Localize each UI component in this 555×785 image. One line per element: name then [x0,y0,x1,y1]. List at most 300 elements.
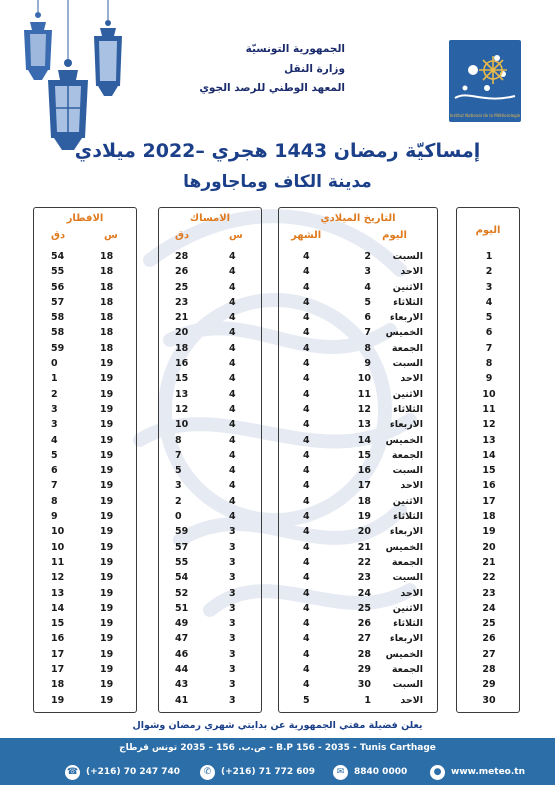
day-of-month: 5 [364,296,371,308]
table-row [457,694,519,709]
table-row [279,602,437,617]
day-of-month: 12 [357,403,371,415]
weekday: الخميس [385,434,423,446]
table-row [279,663,437,678]
imsak-hour: 4 [229,403,236,415]
imsak-hour-header: س [229,230,243,241]
iftar-hour: 19 [100,526,114,538]
ramadan-day: 20 [482,541,496,553]
iftar-minute: 55 [51,266,65,278]
imsak-minute: 47 [175,633,189,645]
table-row [279,434,437,449]
ramadan-day: 14 [482,449,496,461]
iftar-hour: 19 [100,556,114,568]
table-row [457,663,519,678]
imsak-hour: 4 [229,388,236,400]
table-row [457,311,519,326]
iftar-minute: 17 [51,664,65,676]
weekday: الاحد [400,694,423,706]
ramadan-day: 25 [482,618,496,630]
ramadan-day: 29 [482,679,496,691]
table-row [159,571,261,586]
iftar-minute: 4 [51,434,58,446]
page-subtitle: مدينة الكاف وماجاورها [183,172,372,192]
table-row [34,617,136,632]
imsak-minute: 23 [175,296,189,308]
iftar-minute: 5 [51,449,58,461]
iftar-minute: 56 [51,281,65,293]
gregorian-header: التاريخ الميلادي [320,213,396,224]
day-rows [457,250,519,709]
table-row [279,479,437,494]
ramadan-day: 13 [482,434,496,446]
iftar-hour: 19 [100,403,114,415]
day-of-month: 4 [364,281,371,293]
month-number: 4 [303,679,310,691]
table-row [159,434,261,449]
day-of-month: 27 [357,633,371,645]
imsak-hour: 4 [229,465,236,477]
table-row [457,525,519,540]
table-row [159,265,261,280]
iftar-minute: 1 [51,373,58,385]
ramadan-day: 11 [482,403,496,415]
iftar-hour: 19 [100,373,114,385]
table-row [279,281,437,296]
iftar-minute: 0 [51,358,58,370]
imsak-minute: 49 [175,618,189,630]
ramadan-day: 22 [482,572,496,584]
month-number: 4 [303,342,310,354]
table-row [457,281,519,296]
month-number: 4 [303,419,310,431]
imsak-minute: 28 [175,251,189,262]
table-row [34,587,136,602]
iftar-minute: 57 [51,296,65,308]
table-row [279,357,437,372]
weekday: الجمعة [391,664,423,676]
table-row [34,418,136,433]
ramadan-day: 1 [485,251,493,262]
table-row [159,372,261,387]
table-row [159,281,261,296]
weekday: الاثنين [392,281,423,293]
table-row [279,464,437,479]
table-row [159,694,261,709]
day-of-month: 2 [364,251,371,262]
weekday: السبت [392,358,423,370]
iftar-minute: 59 [51,342,65,354]
table-row [34,525,136,540]
iftar-hour: 19 [100,694,114,706]
iftar-hour: 19 [100,618,114,630]
weekday: الاربعاء [389,526,423,538]
table-row [34,449,136,464]
weekday-header: اليوم [382,230,407,241]
weekday: الخميس [385,327,423,339]
iftar-hour: 19 [100,511,114,523]
table-row [457,464,519,479]
imsak-hour: 4 [229,434,236,446]
imsak-hour: 3 [229,556,236,568]
iftar-hour: 19 [100,541,114,553]
table-row [159,495,261,510]
iftar-minute: 3 [51,419,58,431]
iftar-minute: 10 [51,541,65,553]
table-row [279,388,437,403]
table-row [457,510,519,525]
weekday: الاثنين [392,388,423,400]
imsak-hour: 3 [229,633,236,645]
iftar-hour: 19 [100,419,114,431]
table-row [457,571,519,586]
day-of-month: 10 [357,373,371,385]
table-row [159,632,261,647]
table-row [457,587,519,602]
imsak-minute: 59 [175,526,189,538]
month-number: 5 [303,694,310,706]
month-number: 4 [303,312,310,324]
imsak-hour: 4 [229,251,236,262]
month-number: 4 [303,434,310,446]
table-row [457,418,519,433]
imsak-minute: 25 [175,281,189,293]
republic-name: الجمهورية التونسيّة [245,43,345,55]
fax-number: (+216) 70 247 740 [86,767,181,777]
table-row [279,571,437,586]
website-link[interactable]: www.meteo.tn [451,767,525,777]
table-row [159,648,261,663]
weekday: الجمعة [391,449,423,461]
day-of-month: 29 [357,664,371,676]
table-row [34,250,136,265]
imsak-hour: 3 [229,541,236,553]
imsak-minute: 0 [175,511,182,523]
imsak-hour: 4 [229,281,236,293]
table-row [279,250,437,265]
month-number: 4 [303,296,310,308]
table-row [34,479,136,494]
month-number: 4 [303,449,310,461]
iftar-hour: 19 [100,664,114,676]
table-row [159,525,261,540]
postal-address: ص.ب. 156 – 2035 تونس قرطاج - B.P 156 - 2035 - Tunis Carthage [119,743,436,753]
table-row [34,326,136,341]
imsak-hour: 3 [229,648,236,660]
imsak-minute: 7 [175,449,182,461]
table-row [457,617,519,632]
institution-block [199,40,345,99]
day-of-month: 8 [364,342,371,354]
imsak-hour: 4 [229,312,236,324]
table-row [279,311,437,326]
imsak-hour: 3 [229,618,236,630]
table-row [457,342,519,357]
imsak-minute: 2 [175,495,182,507]
fax-icon: ☎ [65,765,80,780]
table-row [279,418,437,433]
imsak-hour: 3 [229,526,236,538]
institute-logo-icon [449,40,521,122]
month-header: الشهر [291,230,322,241]
weekday: الجمعة [391,342,423,354]
iftar-hour: 19 [100,434,114,446]
month-number: 4 [303,511,310,523]
table-row [457,541,519,556]
table-row [457,403,519,418]
weekday: الثلاثاء [393,403,423,415]
table-row [279,632,437,647]
imsak-hour: 4 [229,266,236,278]
imsak-minute: 51 [175,602,189,614]
ramadan-day: 19 [482,526,496,538]
iftar-hour: 18 [100,266,114,278]
day-of-month: 16 [357,465,371,477]
table-row [159,663,261,678]
iftar-hour: 19 [100,633,114,645]
day-of-month: 9 [364,358,371,370]
iftar-minute: 58 [51,327,65,339]
weekday: الاربعاء [389,419,423,431]
table-row [34,663,136,678]
iftar-minute: 9 [51,511,58,523]
weekday: الاحد [400,266,423,278]
iftar-minute: 10 [51,526,65,538]
month-number: 4 [303,633,310,645]
table-row [279,326,437,341]
table-row [34,403,136,418]
iftar-hour: 18 [100,251,114,262]
iftar-minute: 14 [51,602,65,614]
month-number: 4 [303,587,310,599]
table-row [279,694,437,709]
iftar-hour: 19 [100,495,114,507]
imsak-hour: 4 [229,373,236,385]
green-number: 8840 0000 [354,767,408,777]
day-of-month: 25 [357,602,371,614]
iftar-minute: 11 [51,556,65,568]
day-of-month: 19 [357,511,371,523]
weekday: الخميس [385,541,423,553]
table-row [159,556,261,571]
table-row [457,632,519,647]
table-row [34,678,136,693]
table-row [279,510,437,525]
imsak-hour: 4 [229,495,236,507]
iftar-minute: 3 [51,403,58,415]
table-row [457,434,519,449]
iftar-minute: 6 [51,465,58,477]
month-number: 4 [303,465,310,477]
weekday: السبت [392,465,423,477]
table-row [34,296,136,311]
ramadan-day: 10 [482,388,496,400]
imsak-minute-header: دق [175,230,190,241]
ramadan-day: 4 [485,296,493,308]
phone-icon: ✆ [200,765,215,780]
imsak-rows [159,250,261,709]
month-number: 4 [303,556,310,568]
ramadan-day: 9 [485,373,493,385]
imsak-hour: 4 [229,419,236,431]
imsak-minute: 41 [175,694,189,706]
day-of-month: 15 [357,449,371,461]
ramadan-day: 30 [482,694,496,706]
table-row [457,449,519,464]
ramadan-day: 24 [482,602,496,614]
table-row [279,296,437,311]
iftar-minute: 58 [51,312,65,324]
month-number: 4 [303,327,310,339]
table-row [34,311,136,326]
weekday: الاثنين [392,495,423,507]
mufti-credit: يعلن فضيلة مفتي الجمهورية عن بدايتي شهري رمضان وشوال [132,720,423,731]
month-number: 4 [303,388,310,400]
imsak-minute: 13 [175,388,189,400]
weekday: الثلاثاء [393,618,423,630]
iftar-hour: 19 [100,648,114,660]
table-row [457,495,519,510]
table-row [279,342,437,357]
iftar-hour: 18 [100,342,114,354]
weekday: الاحد [400,480,423,492]
day-of-month: 17 [357,480,371,492]
ramadan-day: 2 [485,266,493,278]
iftar-hour: 18 [100,312,114,324]
ramadan-day: 8 [485,358,493,370]
iftar-hour: 19 [100,602,114,614]
table-row [279,617,437,632]
day-of-month: 24 [357,587,371,599]
month-number: 4 [303,403,310,415]
table-row [34,464,136,479]
day-of-month: 26 [357,618,371,630]
imsak-minute: 12 [175,403,189,415]
weekday: الاحد [400,587,423,599]
imsak-hour: 4 [229,342,236,354]
imsak-minute: 46 [175,648,189,660]
table-row [457,372,519,387]
iftar-minute: 18 [51,679,65,691]
website-contact[interactable] [430,764,525,780]
day-of-month: 7 [364,327,371,339]
imsak-minute: 44 [175,664,189,676]
ramadan-day: 3 [485,281,493,293]
table-row [159,479,261,494]
weekday: الاربعاء [389,633,423,645]
ramadan-day: 18 [482,511,496,523]
table-row [279,587,437,602]
month-number: 4 [303,373,310,385]
ramadan-day: 12 [482,419,496,431]
table-row [279,372,437,387]
day-of-month: 22 [357,556,371,568]
ramadan-day: 28 [482,664,496,676]
imsak-minute: 10 [175,419,189,431]
weekday: الخميس [385,648,423,660]
table-row [457,326,519,341]
day-of-month: 13 [357,419,371,431]
table-row [279,678,437,693]
iftar-minute: 54 [51,251,65,262]
table-row [279,541,437,556]
month-number: 4 [303,541,310,553]
table-row [34,357,136,372]
day-column [456,207,520,713]
table-row [34,648,136,663]
weekday: الجمعة [391,556,423,568]
table-row [457,388,519,403]
ramadan-day: 5 [485,312,493,324]
iftar-rows [34,250,136,709]
table-row [457,479,519,494]
day-header: اليوم [475,225,501,236]
table-row [34,342,136,357]
month-number: 4 [303,664,310,676]
imsak-hour: 4 [229,296,236,308]
imsak-hour: 3 [229,694,236,706]
weekday: السبت [392,572,423,584]
table-row [457,556,519,571]
day-of-month: 20 [357,526,371,538]
table-row [159,602,261,617]
weekday: الثلاثاء [393,511,423,523]
imsak-minute: 55 [175,556,189,568]
month-number: 4 [303,251,310,262]
fax-contact [65,764,180,780]
table-row [457,602,519,617]
table-row [34,510,136,525]
iftar-minute: 15 [51,618,65,630]
ramadan-day: 27 [482,648,496,660]
table-row [34,281,136,296]
table-row [34,372,136,387]
ramadan-day: 23 [482,587,496,599]
weekday: الاثنين [392,602,423,614]
imsak-hour: 3 [229,572,236,584]
table-row [457,296,519,311]
table-row [34,571,136,586]
imsak-minute: 5 [175,465,182,477]
imsak-minute: 18 [175,342,189,354]
imsak-minute: 20 [175,327,189,339]
imsak-column [158,207,262,713]
globe-icon: ● [430,765,445,780]
table-row [457,678,519,693]
iftar-hour: 19 [100,572,114,584]
iftar-column [33,207,137,713]
iftar-hour: 19 [100,480,114,492]
imsak-minute: 52 [175,587,189,599]
imsak-minute: 43 [175,679,189,691]
table-row [159,449,261,464]
table-row [159,541,261,556]
table-row [159,587,261,602]
iftar-minute: 16 [51,633,65,645]
table-row [159,357,261,372]
table-row [159,464,261,479]
imsak-minute: 26 [175,266,189,278]
table-row [457,250,519,265]
day-of-month: 30 [357,679,371,691]
iftar-minute: 7 [51,480,58,492]
month-number: 4 [303,358,310,370]
table-row [457,648,519,663]
table-row [279,265,437,280]
footer-bar [0,738,555,785]
imsak-hour: 4 [229,327,236,339]
table-row [34,388,136,403]
